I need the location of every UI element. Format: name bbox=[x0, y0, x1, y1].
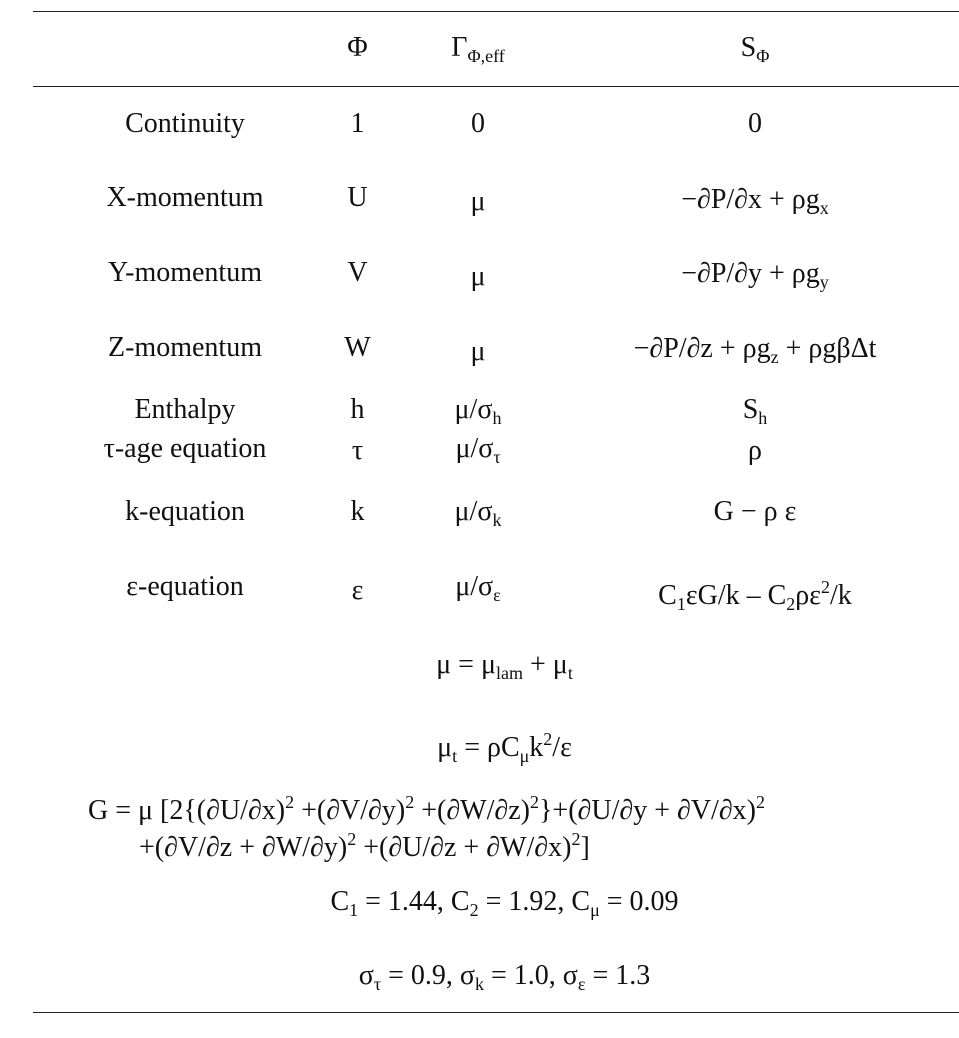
row-ymomentum-phi: V bbox=[347, 257, 368, 288]
source-subscript: x bbox=[819, 198, 829, 218]
source-text: −∂P/∂x + ρg bbox=[681, 184, 820, 215]
source-subscript: z bbox=[770, 347, 779, 367]
row-enthalpy-name: Enthalpy bbox=[134, 394, 236, 425]
row-kequation-name: k-equation bbox=[125, 496, 245, 527]
eq-subscript: τ bbox=[373, 974, 382, 994]
source-subscript: y bbox=[819, 272, 829, 292]
source-superscript: 2 bbox=[821, 577, 831, 597]
header-gamma bbox=[408, 32, 548, 72]
gamma-text: μ/σ bbox=[454, 496, 493, 527]
constants-c bbox=[33, 886, 959, 926]
table-top-rule bbox=[33, 11, 959, 12]
row-tauage-gamma bbox=[408, 433, 548, 473]
row-enthalpy-source bbox=[555, 394, 955, 434]
eq-part: /ε bbox=[552, 732, 572, 763]
gamma-text: μ/σ bbox=[455, 571, 494, 602]
row-epsequation-name: ε-equation bbox=[126, 571, 244, 602]
header-gamma-subscript: Φ,eff bbox=[467, 46, 505, 66]
row-ymomentum-name: Y-momentum bbox=[108, 257, 262, 288]
row-zmomentum-source bbox=[555, 333, 955, 373]
eq-part: k bbox=[529, 732, 544, 763]
eq-part: = 1.44, C bbox=[358, 886, 470, 917]
equation-mu-t bbox=[33, 723, 959, 772]
source-part: εG/k – C bbox=[685, 580, 787, 611]
header-phi: Φ bbox=[347, 32, 368, 63]
eq-subscript: μ bbox=[590, 900, 600, 920]
eq-superscript: 2 bbox=[529, 792, 539, 812]
gamma-subscript: ε bbox=[493, 585, 501, 605]
row-xmomentum-gamma: μ bbox=[470, 186, 486, 217]
equation-mu bbox=[33, 649, 959, 689]
eq-part: μ = μ bbox=[436, 649, 496, 680]
eq-superscript: 2 bbox=[285, 792, 295, 812]
row-epsequation-phi: ε bbox=[351, 575, 364, 606]
row-continuity-name: Continuity bbox=[125, 108, 245, 139]
eq-part: σ bbox=[358, 960, 374, 991]
source-subscript: h bbox=[758, 408, 768, 428]
row-continuity-gamma: 0 bbox=[471, 108, 485, 139]
table-bottom-rule bbox=[33, 1012, 959, 1013]
eq-part: ] bbox=[580, 832, 590, 863]
row-xmomentum-source bbox=[555, 184, 955, 224]
row-xmomentum-phi: U bbox=[347, 182, 368, 213]
row-epsequation-source bbox=[555, 571, 955, 620]
eq-part: = 1.3 bbox=[585, 960, 651, 991]
header-rule bbox=[33, 86, 959, 87]
eq-superscript: 2 bbox=[405, 792, 415, 812]
eq-part: + μ bbox=[523, 649, 568, 680]
row-zmomentum-gamma: μ bbox=[470, 336, 486, 367]
source-part: ρε bbox=[795, 580, 822, 611]
eq-part: +(∂V/∂z + ∂W/∂y) bbox=[139, 832, 348, 863]
row-ymomentum-gamma: μ bbox=[470, 261, 486, 292]
eq-part: C bbox=[330, 886, 350, 917]
header-source bbox=[555, 32, 955, 72]
eq-part: μ bbox=[437, 732, 453, 763]
eq-subscript: k bbox=[474, 974, 484, 994]
source-subscript: 1 bbox=[676, 594, 686, 614]
row-tauage-phi: τ bbox=[351, 435, 364, 466]
eq-subscript: t bbox=[567, 663, 573, 683]
eq-part: = ρC bbox=[457, 732, 520, 763]
header-source-subscript: Φ bbox=[756, 46, 770, 66]
row-continuity-phi: 1 bbox=[350, 108, 365, 139]
gamma-text: μ/σ bbox=[454, 394, 493, 425]
source-text: S bbox=[742, 394, 759, 425]
source-subscript: 2 bbox=[786, 594, 796, 614]
row-continuity-source: 0 bbox=[748, 108, 762, 139]
row-enthalpy-phi: h bbox=[350, 394, 365, 425]
row-kequation-phi: k bbox=[350, 496, 365, 527]
eq-subscript: t bbox=[452, 746, 458, 766]
eq-part: +(∂W/∂z) bbox=[414, 795, 530, 826]
eq-part: = 1.92, C bbox=[478, 886, 591, 917]
eq-subscript: μ bbox=[519, 746, 530, 766]
gamma-subscript: h bbox=[492, 408, 502, 428]
eq-subscript: ε bbox=[577, 974, 586, 994]
header-source-symbol: S bbox=[740, 32, 757, 63]
header-gamma-symbol: Γ bbox=[451, 32, 468, 63]
gamma-subscript: τ bbox=[493, 447, 501, 467]
source-text-tail: + ρgβΔt bbox=[778, 333, 877, 364]
eq-superscript: 2 bbox=[543, 729, 553, 749]
equation-g-line1 bbox=[88, 786, 765, 827]
eq-part: = 0.09 bbox=[599, 886, 679, 917]
equation-g-line2 bbox=[139, 823, 590, 864]
row-zmomentum-name: Z-momentum bbox=[108, 332, 262, 363]
eq-subscript: 1 bbox=[349, 900, 359, 920]
eq-part: = 1.0, σ bbox=[483, 960, 578, 991]
gamma-text: μ/σ bbox=[455, 433, 494, 464]
gamma-subscript: k bbox=[492, 510, 502, 530]
row-ymomentum-source bbox=[555, 258, 955, 298]
eq-part: +(∂U/∂z + ∂W/∂x) bbox=[356, 832, 572, 863]
eq-part: = 0.9, σ bbox=[381, 960, 475, 991]
eq-subscript: 2 bbox=[469, 900, 479, 920]
row-zmomentum-phi: W bbox=[344, 332, 371, 363]
row-tauage-name: τ-age equation bbox=[103, 433, 267, 464]
row-epsequation-gamma bbox=[408, 571, 548, 611]
source-text: −∂P/∂y + ρg bbox=[681, 258, 820, 289]
eq-subscript: lam bbox=[496, 663, 523, 683]
row-xmomentum-name: X-momentum bbox=[106, 182, 264, 213]
eq-part: +(∂V/∂y) bbox=[294, 795, 406, 826]
row-tauage-source: ρ bbox=[748, 435, 762, 466]
eq-superscript: 2 bbox=[571, 829, 581, 849]
eq-superscript: 2 bbox=[347, 829, 357, 849]
eq-superscript: 2 bbox=[756, 792, 765, 812]
constants-sigma bbox=[33, 960, 959, 1000]
eq-part: G = μ [2{(∂U/∂x) bbox=[88, 795, 286, 826]
source-part: C bbox=[658, 580, 677, 611]
source-part: /k bbox=[830, 580, 852, 611]
eq-part: }+(∂U/∂y + ∂V/∂x) bbox=[538, 795, 756, 826]
row-enthalpy-gamma bbox=[408, 394, 548, 434]
source-text: −∂P/∂z + ρg bbox=[633, 333, 771, 364]
row-kequation-source: G − ρ ε bbox=[713, 496, 797, 527]
row-kequation-gamma bbox=[408, 496, 548, 536]
